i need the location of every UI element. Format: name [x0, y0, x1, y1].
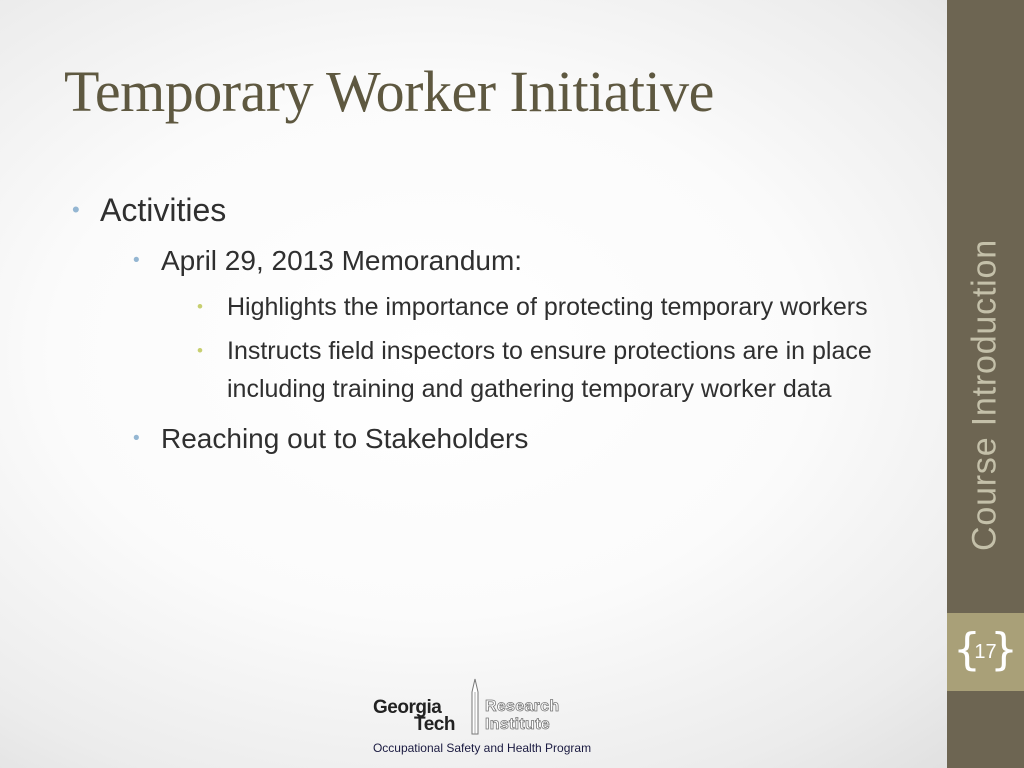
bullet-icon: • [72, 197, 80, 222]
left-brace-icon: { [953, 624, 981, 675]
gtri-logo [372, 675, 592, 735]
logo-text-georgia: Georgia [373, 697, 442, 718]
logo-text-research: Research [485, 698, 560, 715]
bullet-icon: • [197, 297, 203, 316]
bullet-memo-point [197, 332, 912, 408]
slide-content [72, 184, 912, 464]
page-number: 17 [974, 641, 997, 663]
footer-program-text: Occupational Safety and Health Program [372, 741, 592, 755]
bullet-icon: • [133, 428, 140, 449]
section-label: Course Introduction [965, 239, 1004, 551]
memo-point-list [161, 288, 912, 408]
logo-text-institute: Institute [485, 716, 550, 733]
slide-title: Temporary Worker Initiative [64, 59, 714, 124]
bullet-stakeholders [133, 414, 912, 464]
bullet-activities [72, 184, 912, 464]
bullet-text: Instructs field inspectors to ensure protections are in place including training and gathering temporary worker data [227, 337, 872, 403]
bullet-icon: • [197, 341, 203, 360]
sub-bullet-list [100, 236, 912, 464]
tower-spire-icon [468, 678, 482, 736]
bullet-text: Activities [100, 192, 227, 228]
bullet-icon: • [133, 250, 140, 271]
right-brace-icon: } [990, 624, 1018, 675]
logo-text-tech: Tech [414, 714, 455, 735]
bullet-list [72, 184, 912, 464]
bullet-text: Highlights the importance of protecting temporary workers [227, 293, 868, 321]
bullet-memo-point [197, 288, 912, 326]
bullet-text: Reaching out to Stakeholders [161, 423, 529, 454]
bullet-memorandum [133, 236, 912, 408]
page-number-box [947, 613, 1024, 691]
bullet-text: April 29, 2013 Memorandum: [161, 245, 523, 276]
